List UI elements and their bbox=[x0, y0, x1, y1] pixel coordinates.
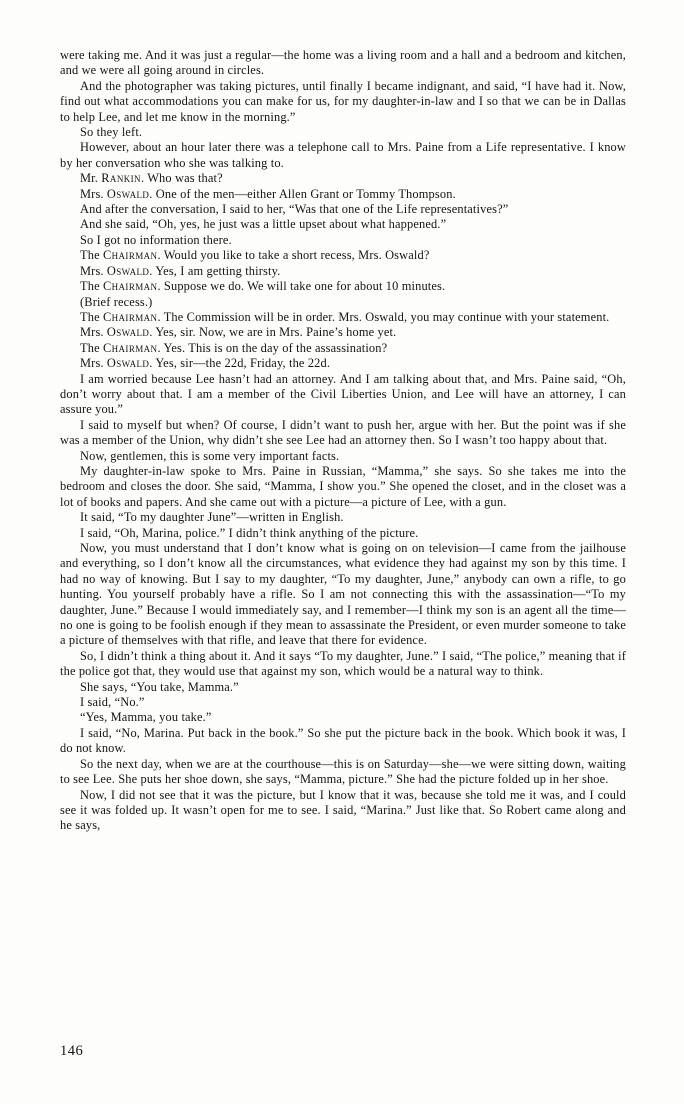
paragraph bbox=[60, 140, 626, 171]
paragraph bbox=[60, 510, 626, 525]
text-run: Now, you must understand that I don’t know what is going on on television—I came from the jailhouse and everything, so I don’t know all the circumstances, what evidence they had against my son by this time. I had no way of knowing. But I say to my daughter, “To my daughter, June,” anybody can own a rifle, to go hunting. You yourself probably have a rifle. So I am not connecting this with the assassination—“To my daughter, June.” Because I would immediately say, and I remember—I think my son is an agent all the time—no one is going to be foolish enough if they mean to assassinate the President, or even murder someone to take a picture of themselves with that rifle, and leave that there for evidence. bbox=[60, 541, 626, 648]
paragraph bbox=[60, 541, 626, 649]
text-run: So I got no information there. bbox=[80, 232, 232, 247]
paragraph bbox=[60, 695, 626, 710]
paragraph bbox=[60, 757, 626, 788]
paragraph bbox=[60, 526, 626, 541]
speaker-name: Oswald bbox=[106, 325, 150, 340]
speaker-name: Chairman bbox=[102, 309, 158, 324]
text-run: (Brief recess.) bbox=[80, 294, 153, 309]
paragraph bbox=[60, 79, 626, 125]
paragraph bbox=[60, 325, 626, 340]
paragraph bbox=[60, 264, 626, 279]
text-run: . Who was that? bbox=[140, 171, 223, 186]
paragraph bbox=[60, 710, 626, 725]
paragraph bbox=[60, 279, 626, 294]
text-run: . One of the men—either Allen Grant or Tommy Thompson. bbox=[149, 186, 456, 201]
speaker-name: Chairman bbox=[102, 248, 158, 263]
text-run: And she said, “Oh, yes, he just was a little upset about what happened.” bbox=[80, 217, 447, 232]
paragraph bbox=[60, 217, 626, 232]
text-run: So, I didn’t think a thing about it. And it says “To my daughter, June.” I said, “The police,” meaning that if the police got that, they would use that against my son, which would be a natural way to think. bbox=[60, 648, 626, 679]
text-run: Now, gentlemen, this is some very important facts. bbox=[80, 448, 340, 463]
text-run: The bbox=[80, 309, 103, 324]
text-run: Mr. bbox=[80, 171, 102, 186]
text-run: And the photographer was taking pictures, until finally I became indignant, and said, “I have had it. Now, find out what accommodations you can make for us, for my daughter-in-law and I so that we can be in Dallas to help Lee, and let me know in the morning.” bbox=[60, 78, 626, 124]
paragraph bbox=[60, 356, 626, 371]
paragraph bbox=[60, 48, 626, 79]
paragraph bbox=[60, 726, 626, 757]
paragraph bbox=[60, 233, 626, 248]
text-run: . Yes. This is on the day of the assassination? bbox=[157, 340, 388, 355]
text-run: The bbox=[80, 279, 103, 294]
speaker-name: Oswald bbox=[106, 356, 150, 371]
paragraph bbox=[60, 649, 626, 680]
text-run: She says, “You take, Mamma.” bbox=[80, 679, 239, 694]
text-run: I am worried because Lee hasn’t had an attorney. And I am talking about that, and Mrs. Paine said, “Oh, don’t worry about that. I am a member of the Civil Liberties Union, and Lee will have an attorney, I can assure you.” bbox=[60, 371, 626, 417]
paragraph bbox=[60, 202, 626, 217]
speaker-name: Chairman bbox=[102, 340, 158, 355]
text-run: . The Commission will be in order. Mrs. Oswald, you may continue with your statement. bbox=[157, 309, 610, 324]
text-run: Mrs. bbox=[80, 186, 107, 201]
paragraph bbox=[60, 125, 626, 140]
paragraph bbox=[60, 464, 626, 510]
page-body-text bbox=[60, 48, 626, 834]
text-run: Mrs. bbox=[80, 356, 107, 371]
text-run: I said to myself but when? Of course, I didn’t want to push her, argue with her. But the point was if she was a member of the Union, why didn’t she see Lee had an attorney then. So I wasn’t too happy about that. bbox=[60, 417, 626, 448]
text-run: I said, “Oh, Marina, police.” I didn’t think anything of the picture. bbox=[80, 525, 419, 540]
text-run: . Would you like to take a short recess, Mrs. Oswald? bbox=[157, 248, 430, 263]
paragraph bbox=[60, 788, 626, 834]
text-run: The bbox=[80, 340, 103, 355]
paragraph bbox=[60, 341, 626, 356]
paragraph bbox=[60, 295, 626, 310]
paragraph bbox=[60, 248, 626, 263]
text-run: So the next day, when we are at the courthouse—this is on Saturday—she—we were sitting down, waiting to see Lee. She puts her shoe down, she says, “Mamma, picture.” She had the picture folded up in her shoe. bbox=[60, 756, 626, 787]
paragraph bbox=[60, 680, 626, 695]
text-run: . Suppose we do. We will take one for about 10 minutes. bbox=[157, 279, 446, 294]
text-run: I said, “No.” bbox=[80, 695, 145, 710]
text-run: And after the conversation, I said to her, “Was that one of the Life representatives?” bbox=[80, 202, 509, 217]
paragraph bbox=[60, 310, 626, 325]
text-run: Mrs. bbox=[80, 263, 107, 278]
paragraph bbox=[60, 418, 626, 449]
paragraph bbox=[60, 372, 626, 418]
text-run: “Yes, Mamma, you take.” bbox=[80, 710, 212, 725]
text-run: . Yes, sir. Now, we are in Mrs. Paine’s home yet. bbox=[149, 325, 397, 340]
text-run: My daughter-in-law spoke to Mrs. Paine in Russian, “Mamma,” she says. So she takes me into the bedroom and closes the door. She said, “Mamma, I show you.” She opened the closet, and in the closet was a lot of books and papers. And she came out with a picture—a picture of Lee, with a gun. bbox=[60, 463, 626, 509]
text-run: I said, “No, Marina. Put back in the book.” So she put the picture back in the book. Which book it was, I do not know. bbox=[60, 725, 626, 756]
speaker-name: Oswald bbox=[106, 263, 150, 278]
speaker-name: Chairman bbox=[102, 279, 158, 294]
text-run: Now, I did not see that it was the picture, but I know that it was, because she told me it was, and I could see it was folded up. It wasn’t open for me to see. I said, “Marina.” Just like that. So Robert came along and he says, bbox=[60, 787, 626, 833]
speaker-name: Oswald bbox=[106, 186, 150, 201]
text-run: were taking me. And it was just a regular—the home was a living room and a hall and a bedroom and kitchen, and we were all going around in circles. bbox=[60, 48, 626, 78]
text-run: . Yes, I am getting thirsty. bbox=[149, 263, 281, 278]
speaker-name: Rankin bbox=[101, 171, 141, 186]
paragraph bbox=[60, 449, 626, 464]
page-number: 146 bbox=[60, 1043, 84, 1059]
text-run: The bbox=[80, 248, 103, 263]
paragraph bbox=[60, 187, 626, 202]
paragraph bbox=[60, 171, 626, 186]
text-run: . Yes, sir—the 22d, Friday, the 22d. bbox=[149, 356, 331, 371]
text-run: So they left. bbox=[80, 125, 143, 140]
text-run: Mrs. bbox=[80, 325, 107, 340]
text-run: It said, “To my daughter June”—written in English. bbox=[80, 510, 344, 525]
text-run: However, about an hour later there was a telephone call to Mrs. Paine from a Life representative. I know by her conversation who she was talking to. bbox=[60, 140, 626, 170]
